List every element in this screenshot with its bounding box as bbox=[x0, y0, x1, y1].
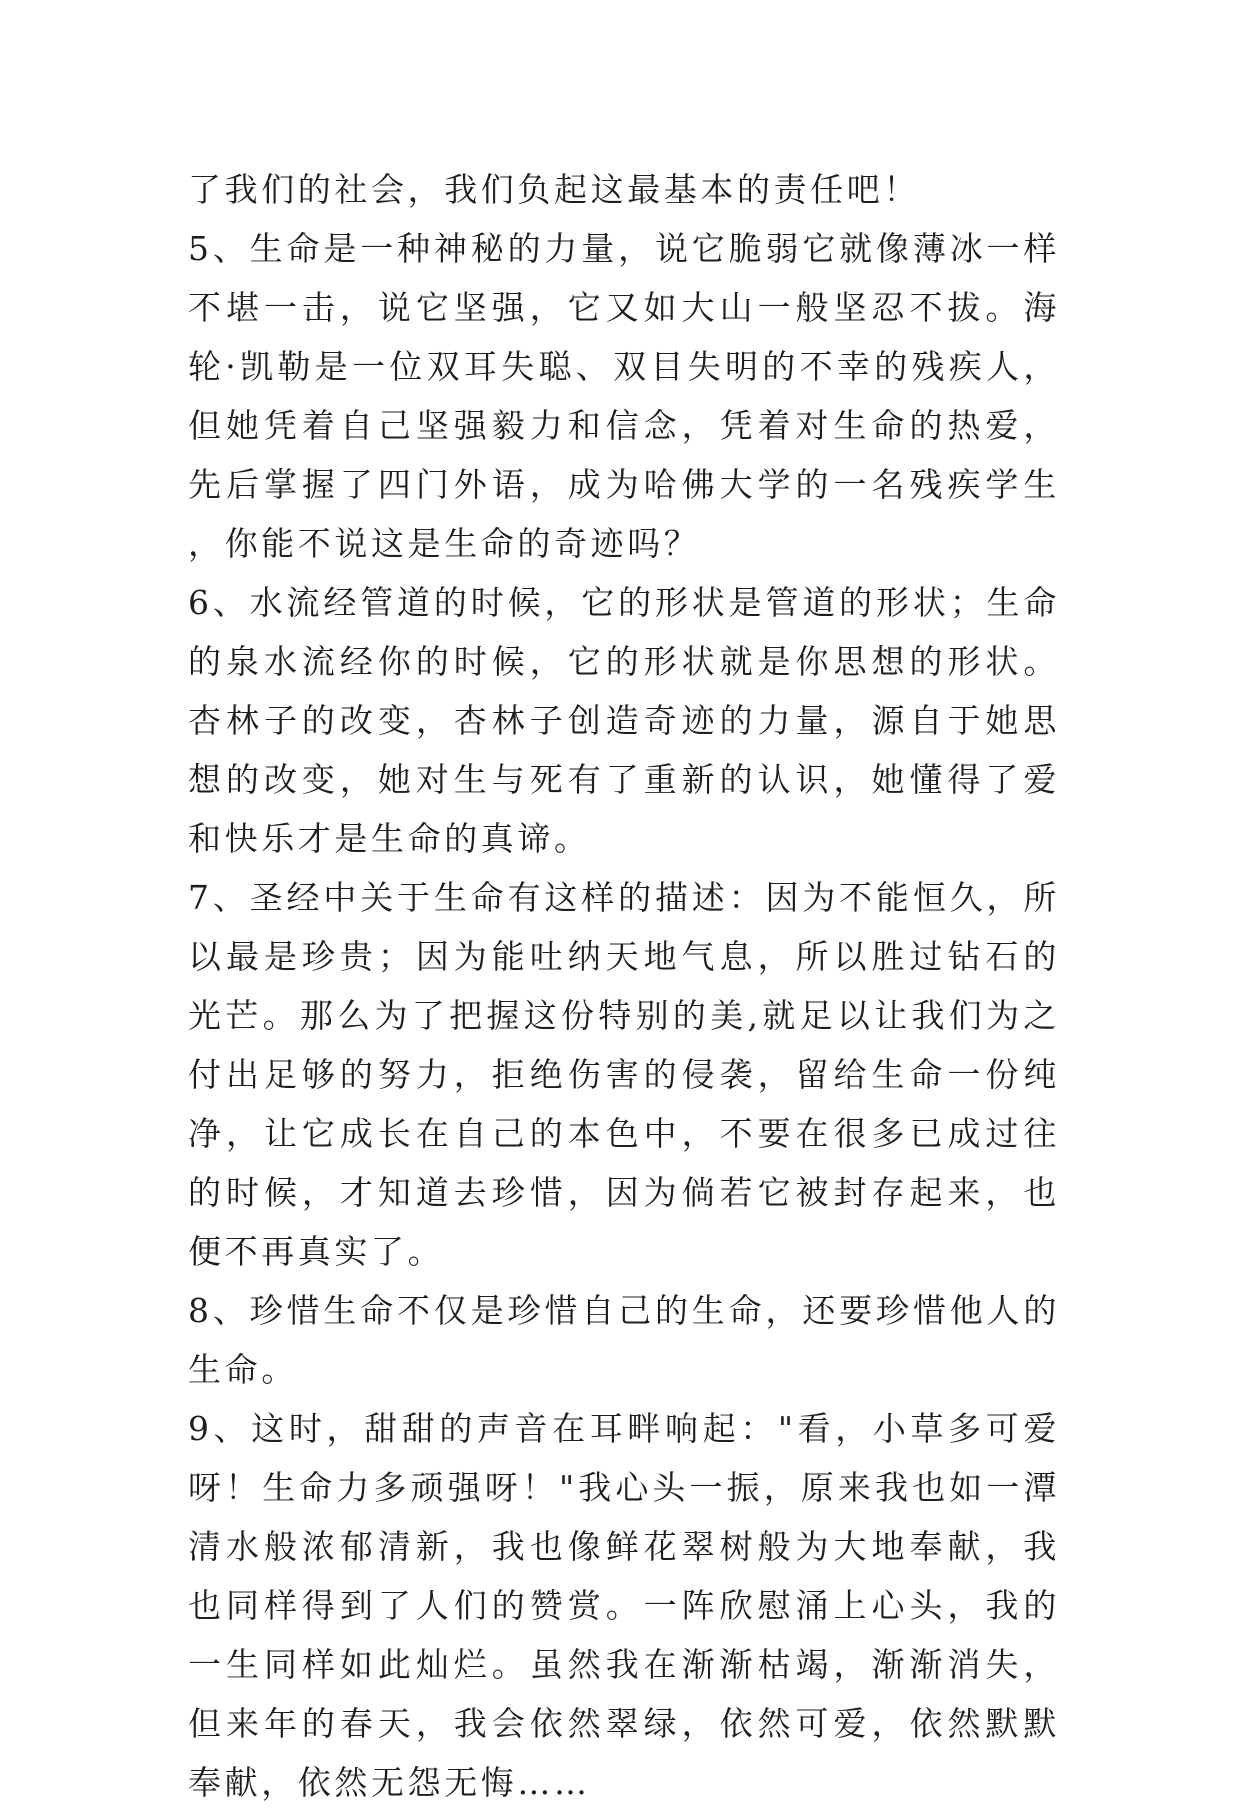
document-body bbox=[188, 160, 1060, 1812]
paragraph-9: 9、这时，甜甜的声音在耳畔响起："看，小草多可爱呀！生命力多顽强呀！"我心头一振，原来我也如一潭清水般浓郁清新，我也像鲜花翠树般为大地奉献，我也同样得到了人们的赞赏。一阵欣慰涌上心头，我的一生同样如此灿烂。虽然我在渐渐枯竭，渐渐消失，但来年的春天，我会依然翠绿，依然可爱，依然默默奉献，依然无怨无悔…… bbox=[188, 1409, 1060, 1802]
paragraph-5: 5、生命是一种神秘的力量，说它脆弱它就像薄冰一样不堪一击，说它坚强，它又如大山一般坚忍不拔。海轮·凯勒是一位双耳失聪、双目失明的不幸的残疾人，但她凭着自己坚强毅力和信念，凭着对生命的热爱，先后掌握了四门外语，成为哈佛大学的一名残疾学生，你能不说这是生命的奇迹吗？ bbox=[188, 229, 1060, 563]
paragraph-continuation: 了我们的社会，我们负起这最基本的责任吧！ bbox=[188, 170, 920, 209]
paragraph-7: 7、圣经中关于生命有这样的描述：因为不能恒久，所以最是珍贵；因为能吐纳天地气息，所以胜过钻石的光芒。那么为了把握这份特别的美,就足以让我们为之付出足够的努力，拒绝伤害的侵袭，留给生命一份纯净，让它成长在自己的本色中，不要在很多已成过往的时候，才知道去珍惜，因为倘若它被封存起来，也便不再真实了。 bbox=[188, 878, 1060, 1271]
paragraph-8: 8、珍惜生命不仅是珍惜自己的生命，还要珍惜他人的生命。 bbox=[188, 1291, 1060, 1389]
paragraph-6: 6、水流经管道的时候，它的形状是管道的形状；生命的泉水流经你的时候，它的形状就是你思想的形状。杏林子的改变，杏林子创造奇迹的力量，源自于她思想的改变，她对生与死有了重新的认识，她懂得了爱和快乐才是生命的真谛。 bbox=[188, 583, 1060, 858]
